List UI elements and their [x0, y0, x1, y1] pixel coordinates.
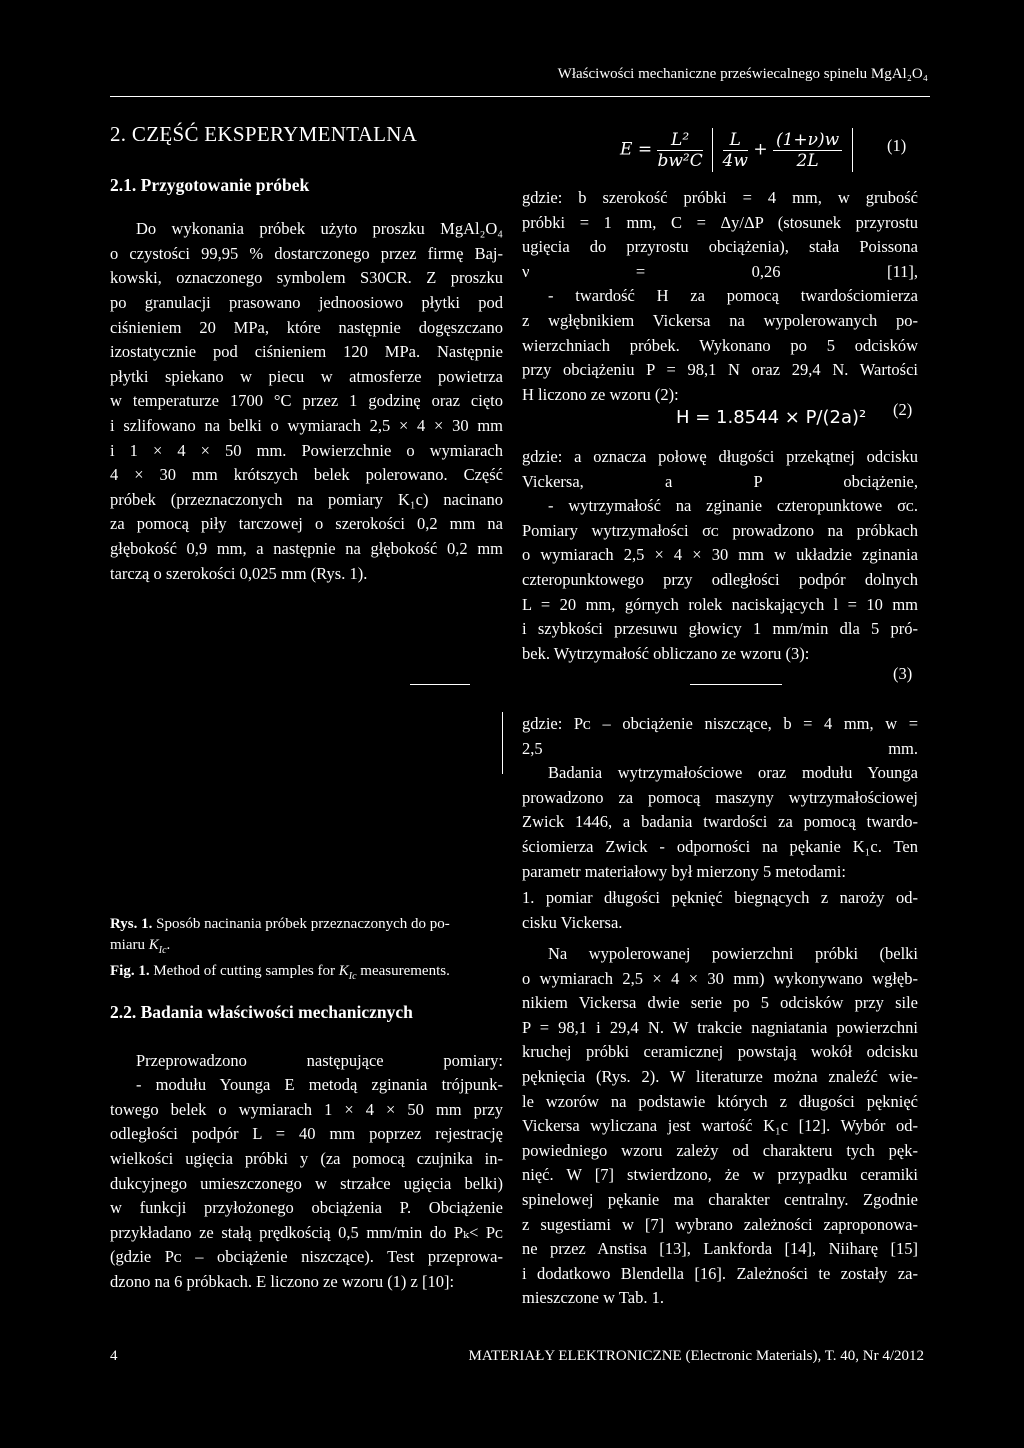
equation-2: H = 1.8544 × P/(2a)² [676, 407, 867, 428]
text-line: z wgłębnikiem Vickersa na wypolerowanych po- [522, 310, 918, 330]
page-number: 4 [110, 1348, 118, 1364]
text-line: - wytrzymałość na zginanie czteropunktowe σᴄ. [548, 496, 918, 516]
text-line: Vickersa wyliczana jest wartość K₁c [12]. Wybór od- [522, 1116, 918, 1136]
text-line: cisku Vickersa. [522, 912, 623, 932]
right-column-b [522, 445, 918, 666]
text-line: 4 × 30 mm krótszych belek polerowano. Część [110, 465, 503, 485]
running-head: Właściwości mechaniczne przeświecalnego spinelu MgAl₂O₄ [557, 66, 928, 82]
eq1-lhs: E = [620, 139, 653, 160]
text-line: wielkości ugięcia próbki y (za pomocą czujnika in- [110, 1148, 503, 1168]
text-line: i szybkości przesuwu głowicy 1 mm/min dla 5 pró- [522, 619, 918, 639]
text-line: mieszczone w Tab. 1. [522, 1288, 664, 1308]
right-column-c [522, 712, 918, 884]
eq1-num-2: L [723, 130, 748, 151]
right-column-d [522, 886, 918, 935]
text-line: nikiem Vickersa dwie serie po 5 odcisków przy sile [522, 993, 918, 1013]
paragraph-preparation [110, 217, 503, 586]
text-line: towego belek o wymiarach 1 × 4 × 50 mm przy [110, 1099, 503, 1119]
text-line: z sugestiami w [7] wybrano zależności zaproponowa- [522, 1214, 918, 1234]
text-line: - twardość H za pomocą twardościomierza [548, 286, 918, 306]
equation-1-number: (1) [887, 136, 907, 155]
paragraph-measurements [110, 1049, 503, 1295]
journal-footer: MATERIAŁY ELEKTRONICZNE (Electronic Materials), T. 40, Nr 4/2012 [468, 1348, 924, 1364]
equation-3-fraction-line [690, 684, 782, 685]
text-line: głębokość 0,9 mm, a następnie na głębokość 0,2 mm [110, 538, 503, 558]
right-column-a [522, 186, 918, 407]
subsection-title-preparation: 2.1. Przygotowanie próbek [110, 174, 310, 195]
text-line: o wymiarach 2,5 × 4 × 30 mm w układzie zginania [522, 545, 918, 565]
left-column [110, 122, 503, 586]
text-line: prowadzono za pomocą maszyny wytrzymałościowej [522, 787, 918, 807]
text-line: izostatycznie pod ciśnieniem 120 MPa. Następnie [110, 342, 503, 362]
text-line: (gdzie Pᴄ – obciążenie niszczące). Test przeprowa- [110, 1247, 503, 1267]
text-line: tarczą o szerokości 0,025 mm (Rys. 1). [110, 563, 368, 583]
equation-3-number: (3) [893, 664, 913, 683]
header-rule [110, 96, 930, 97]
text-line: dukcyjnego umieszczonego w strzałce ugięcia belki) [110, 1173, 503, 1193]
text-line: próbek (przeznaczonych na pomiary K₁c) nacinano [110, 489, 503, 509]
text-line: odległości podpór L = 40 mm poprzez rejestrację [110, 1124, 503, 1144]
text-line: w funkcji przyłożonego obciążenia P. Obciążenie [110, 1198, 503, 1218]
eq1-plus: + [753, 139, 768, 160]
text-line: parametr materiałowy był mierzony 5 metodami: [522, 861, 846, 881]
text-line: i 1 × 4 × 50 mm. Powierzchnie o wymiarach [110, 440, 503, 460]
text-line: czteropunktowego przy odległości podpór dolnych [522, 569, 918, 589]
text-line: spinelowej pękanie ma charakter centralny. Zgodnie [522, 1189, 918, 1209]
text-line: ściomierza Zwick - odporności na pękanie K₁c. Ten [522, 836, 918, 856]
eq1-num-1: L² [657, 130, 702, 151]
text-line: ne przez Anstisa [13], Lankforda [14], Niiharę [15] [522, 1239, 918, 1259]
text-line: 1. pomiar długości pęknięć biegnących z naroży od- [522, 888, 918, 907]
section-title: 2. CZĘŚĆ EKSPERYMENTALNA [110, 122, 418, 146]
text-line: le wzorów na podstawie których z długości pęknięć [522, 1091, 918, 1111]
text-line: gdzie: a oznacza połowę długości przekątnej odcisku [522, 447, 918, 466]
text-line: o czystości 99,95 % dostarczonego przez firmę Baj- [110, 243, 503, 263]
text-line: Vickersa, a P obciążenie, [522, 471, 918, 491]
equation-1 [620, 128, 853, 172]
text-line: Zwick 1446, a badania twardości za pomocą twardo- [522, 812, 918, 832]
text-line: dzono na 6 próbkach. E liczono ze wzoru (1) z [10]: [110, 1271, 455, 1291]
text-line: kruchej próbki ceramicznej powstają wokół odcisku [522, 1042, 918, 1062]
subsection-title-mechanical: 2.2. Badania właściwości mechanicznych [110, 1002, 413, 1022]
text-line: Przeprowadzono następujące pomiary: [136, 1050, 503, 1070]
text-line: próbki = 1 mm, C = Δy/ΔP (stosunek przyrostu [522, 212, 918, 232]
text-line: Pomiary wytrzymałości σᴄ prowadzono na próbkach [522, 520, 918, 540]
text-line: ν = 0,26 [11], [522, 261, 918, 281]
text-line: gdzie: b szerokość próbki = 4 mm, w grubość [522, 188, 918, 207]
text-line: bek. Wytrzymałość obliczano ze wzoru (3): [522, 643, 810, 663]
eq1-den-1: bw²C [657, 150, 703, 171]
right-column-e [522, 942, 918, 1311]
text-line: po granulacji prasowano jednoosiowo płytki pod [110, 292, 503, 312]
text-line: powiedniego wzoru zależy od charakteru tych pęk- [522, 1140, 918, 1160]
text-line: przy obciążeniu P = 98,1 N oraz 29,4 N. Wartości [522, 360, 918, 380]
text-line: L = 20 mm, górnych rolek naciskających l = 10 mm [522, 594, 918, 614]
text-line: - modułu Younga E metodą zginania trójpunk- [136, 1075, 503, 1095]
text-line: i szlifowano na belki o wymiarach 2,5 × 4 × 30 mm [110, 415, 503, 435]
text-line: Do wykonania próbek użyto proszku MgAl₂O₄ [136, 219, 503, 239]
text-line: kowski, oznaczonego symbolem S30CR. Z proszku [110, 268, 503, 288]
figure-mark [410, 684, 470, 685]
text-line: ciśnieniem 20 MPa, które następnie dogęszczano [110, 317, 503, 337]
text-line: w temperaturze 1700 °C przez 1 godzinę oraz cięto [110, 391, 503, 411]
left-column-lower [110, 1000, 503, 1295]
text-line: za pomocą piły tarczowej o szerokości 0,2 mm na [110, 514, 503, 534]
text-line: gdzie: Pᴄ – obciążenie niszczące, b = 4 mm, w = [522, 714, 918, 733]
eq1-den-3: 2L [796, 150, 819, 171]
text-line: o wymiarach 2,5 × 4 × 30 mm) wykonywano wgłęb- [522, 968, 918, 988]
figure-caption: Rys. 1. Sposób nacinania próbek przeznaczonych do po- miaru $K_{Ic}$. Fig. 1. Method of cutting samples for $K_{Ic}$ measurements. [110, 916, 450, 982]
equation-2-number: (2) [893, 400, 913, 419]
text-line: pęknięcia (Rys. 2). W literaturze można znaleźć wie- [522, 1066, 918, 1086]
text-line: Badania wytrzymałościowe oraz modułu Younga [548, 763, 918, 783]
eq1-den-2: 4w [722, 150, 748, 171]
text-line: H liczono ze wzoru (2): [522, 384, 679, 404]
text-line: Na wypolerowanej powierzchni próbki (belki [548, 944, 918, 963]
eq1-num-3: (1+ν)w [773, 130, 842, 151]
text-line: nięć. W [7] stwierdzono, że w przypadku ceramiki [522, 1165, 918, 1185]
text-line: wierzchniach próbek. Wykonano po 5 odcisków [522, 335, 918, 355]
text-line: płytki spiekano w piecu w atmosferze powietrza [110, 366, 503, 386]
text-line: przykładano ze stałą prędkością 0,5 mm/min do Pₖ< Pᴄ [110, 1222, 503, 1242]
text-line: 2,5 mm. [522, 738, 918, 758]
text-line: ugięcia do przyrostu obciążenia), stała Poissona [522, 237, 918, 257]
text-line: i dodatkowo Blendella [16]. Zależności te zostały za- [522, 1263, 918, 1283]
figure-edge-line [502, 712, 503, 774]
text-line: P = 98,1 i 29,4 N. W trakcie nagniatania powierzchni [522, 1017, 918, 1037]
